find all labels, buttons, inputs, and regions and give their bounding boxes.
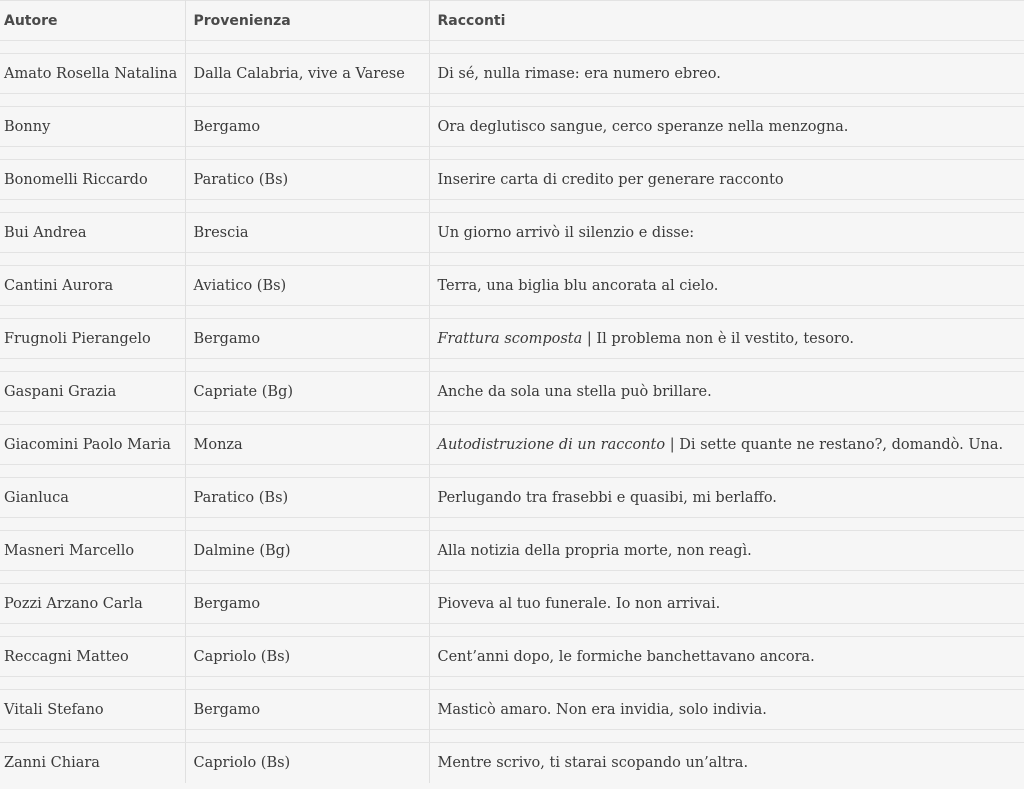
author-cell: Vitali Stefano bbox=[0, 690, 185, 730]
story-text: Mentre scrivo, ti starai scopando un’altra. bbox=[437, 754, 749, 771]
story-cell bbox=[429, 54, 1024, 94]
story-text: Perlugando tra frasebbi e quasibi, mi berlaffo. bbox=[437, 489, 777, 506]
table-row bbox=[0, 160, 1024, 200]
spacer-cell bbox=[429, 677, 1024, 690]
author-cell: Gaspani Grazia bbox=[0, 372, 185, 412]
story-title: Frattura scomposta bbox=[437, 330, 583, 347]
table-row bbox=[0, 690, 1024, 730]
spacer-cell bbox=[429, 412, 1024, 425]
spacer-cell bbox=[185, 147, 429, 160]
origin-cell: Paratico (Bs) bbox=[185, 478, 429, 518]
row-spacer bbox=[0, 465, 1024, 478]
spacer-cell bbox=[185, 306, 429, 319]
spacer-cell bbox=[0, 730, 185, 743]
story-cell bbox=[429, 637, 1024, 677]
author-cell: Bonomelli Riccardo bbox=[0, 160, 185, 200]
author-cell: Pozzi Arzano Carla bbox=[0, 584, 185, 624]
origin-cell: Capriate (Bg) bbox=[185, 372, 429, 412]
story-cell bbox=[429, 372, 1024, 412]
author-cell: Cantini Aurora bbox=[0, 266, 185, 306]
author-cell: Bonny bbox=[0, 107, 185, 147]
spacer-cell bbox=[429, 571, 1024, 584]
spacer-cell bbox=[185, 677, 429, 690]
story-text: Pioveva al tuo funerale. Io non arrivai. bbox=[437, 595, 721, 612]
story-cell bbox=[429, 425, 1024, 465]
spacer-cell bbox=[429, 465, 1024, 478]
story-cell bbox=[429, 107, 1024, 147]
spacer-cell bbox=[429, 730, 1024, 743]
spacer-cell bbox=[429, 94, 1024, 107]
story-cell bbox=[429, 213, 1024, 253]
spacer-cell bbox=[429, 253, 1024, 266]
spacer-cell bbox=[0, 200, 185, 213]
author-cell: Frugnoli Pierangelo bbox=[0, 319, 185, 359]
spacer-cell bbox=[0, 147, 185, 160]
table-row bbox=[0, 107, 1024, 147]
origin-cell: Paratico (Bs) bbox=[185, 160, 429, 200]
story-text: Di sé, nulla rimase: era numero ebreo. bbox=[437, 65, 721, 82]
origin-cell: Bergamo bbox=[185, 584, 429, 624]
origin-cell: Monza bbox=[185, 425, 429, 465]
row-spacer bbox=[0, 147, 1024, 160]
origin-cell: Brescia bbox=[185, 213, 429, 253]
spacer-cell bbox=[429, 41, 1024, 54]
spacer-cell bbox=[429, 147, 1024, 160]
story-text: | Di sette quante ne restano?, domandò. Una. bbox=[669, 436, 1004, 453]
header-author: Autore bbox=[4, 12, 58, 29]
table-row bbox=[0, 478, 1024, 518]
spacer-cell bbox=[185, 571, 429, 584]
header-origin: Provenienza bbox=[185, 1, 429, 41]
table-row bbox=[0, 54, 1024, 94]
spacer-cell bbox=[0, 359, 185, 372]
story-text: Ora deglutisco sangue, cerco speranze nella menzogna. bbox=[437, 118, 849, 135]
spacer-cell bbox=[185, 518, 429, 531]
row-spacer bbox=[0, 200, 1024, 213]
row-spacer bbox=[0, 624, 1024, 637]
author-cell: Zanni Chiara bbox=[0, 743, 185, 783]
spacer-cell bbox=[0, 94, 185, 107]
spacer-cell bbox=[429, 306, 1024, 319]
spacer-cell bbox=[185, 412, 429, 425]
origin-cell: Bergamo bbox=[185, 690, 429, 730]
story-cell bbox=[429, 584, 1024, 624]
spacer-cell bbox=[0, 624, 185, 637]
table-row bbox=[0, 213, 1024, 253]
header-stories: Racconti bbox=[429, 1, 1024, 41]
author-cell: Bui Andrea bbox=[0, 213, 185, 253]
story-text: Inserire carta di credito per generare racconto bbox=[437, 171, 784, 188]
row-spacer bbox=[0, 306, 1024, 319]
table-row bbox=[0, 372, 1024, 412]
origin-cell: Dalmine (Bg) bbox=[185, 531, 429, 571]
spacer-cell bbox=[185, 730, 429, 743]
spacer-cell bbox=[185, 465, 429, 478]
story-title: Autodistruzione di un racconto bbox=[437, 436, 666, 453]
story-cell bbox=[429, 743, 1024, 783]
author-cell: Giacomini Paolo Maria bbox=[0, 425, 185, 465]
story-text: Alla notizia della propria morte, non reagì. bbox=[437, 542, 752, 559]
story-cell bbox=[429, 160, 1024, 200]
origin-cell: Capriolo (Bs) bbox=[185, 743, 429, 783]
spacer-cell bbox=[429, 518, 1024, 531]
spacer-cell bbox=[185, 624, 429, 637]
spacer-cell bbox=[0, 412, 185, 425]
story-cell bbox=[429, 531, 1024, 571]
table-row bbox=[0, 637, 1024, 677]
spacer-cell bbox=[185, 200, 429, 213]
row-spacer bbox=[0, 41, 1024, 54]
table-row bbox=[0, 584, 1024, 624]
row-spacer bbox=[0, 412, 1024, 425]
row-spacer bbox=[0, 359, 1024, 372]
row-spacer bbox=[0, 571, 1024, 584]
row-spacer bbox=[0, 94, 1024, 107]
author-cell: Masneri Marcello bbox=[0, 531, 185, 571]
spacer-cell bbox=[0, 518, 185, 531]
story-text: Un giorno arrivò il silenzio e disse: bbox=[437, 224, 695, 241]
story-text: Cent’anni dopo, le formiche banchettavano ancora. bbox=[437, 648, 815, 665]
origin-cell: Bergamo bbox=[185, 107, 429, 147]
spacer-cell bbox=[429, 200, 1024, 213]
author-cell: Reccagni Matteo bbox=[0, 637, 185, 677]
spacer-cell bbox=[185, 94, 429, 107]
story-cell bbox=[429, 266, 1024, 306]
origin-cell: Bergamo bbox=[185, 319, 429, 359]
spacer-cell bbox=[185, 359, 429, 372]
story-text: Anche da sola una stella può brillare. bbox=[437, 383, 712, 400]
story-text: Masticò amaro. Non era invidia, solo indivia. bbox=[437, 701, 767, 718]
table-body bbox=[0, 41, 1024, 783]
row-spacer bbox=[0, 677, 1024, 690]
story-text: Terra, una biglia blu ancorata al cielo. bbox=[437, 277, 719, 294]
author-cell: Gianluca bbox=[0, 478, 185, 518]
spacer-cell bbox=[0, 677, 185, 690]
table-row bbox=[0, 319, 1024, 359]
spacer-cell bbox=[0, 253, 185, 266]
row-spacer bbox=[0, 730, 1024, 743]
spacer-cell bbox=[0, 41, 185, 54]
row-spacer bbox=[0, 518, 1024, 531]
spacer-cell bbox=[185, 253, 429, 266]
origin-cell: Dalla Calabria, vive a Varese bbox=[185, 54, 429, 94]
origin-cell: Capriolo (Bs) bbox=[185, 637, 429, 677]
table-row bbox=[0, 266, 1024, 306]
table-row bbox=[0, 531, 1024, 571]
row-spacer bbox=[0, 253, 1024, 266]
spacer-cell bbox=[429, 359, 1024, 372]
table-row bbox=[0, 743, 1024, 783]
story-cell bbox=[429, 319, 1024, 359]
story-text: | Il problema non è il vestito, tesoro. bbox=[586, 330, 854, 347]
spacer-cell bbox=[0, 306, 185, 319]
author-cell: Amato Rosella Natalina bbox=[0, 54, 185, 94]
origin-cell: Aviatico (Bs) bbox=[185, 266, 429, 306]
spacer-cell bbox=[429, 624, 1024, 637]
story-cell bbox=[429, 478, 1024, 518]
story-cell bbox=[429, 690, 1024, 730]
table-row bbox=[0, 425, 1024, 465]
spacer-cell bbox=[0, 571, 185, 584]
spacer-cell bbox=[185, 41, 429, 54]
table-header-row bbox=[0, 1, 1024, 41]
spacer-cell bbox=[0, 465, 185, 478]
